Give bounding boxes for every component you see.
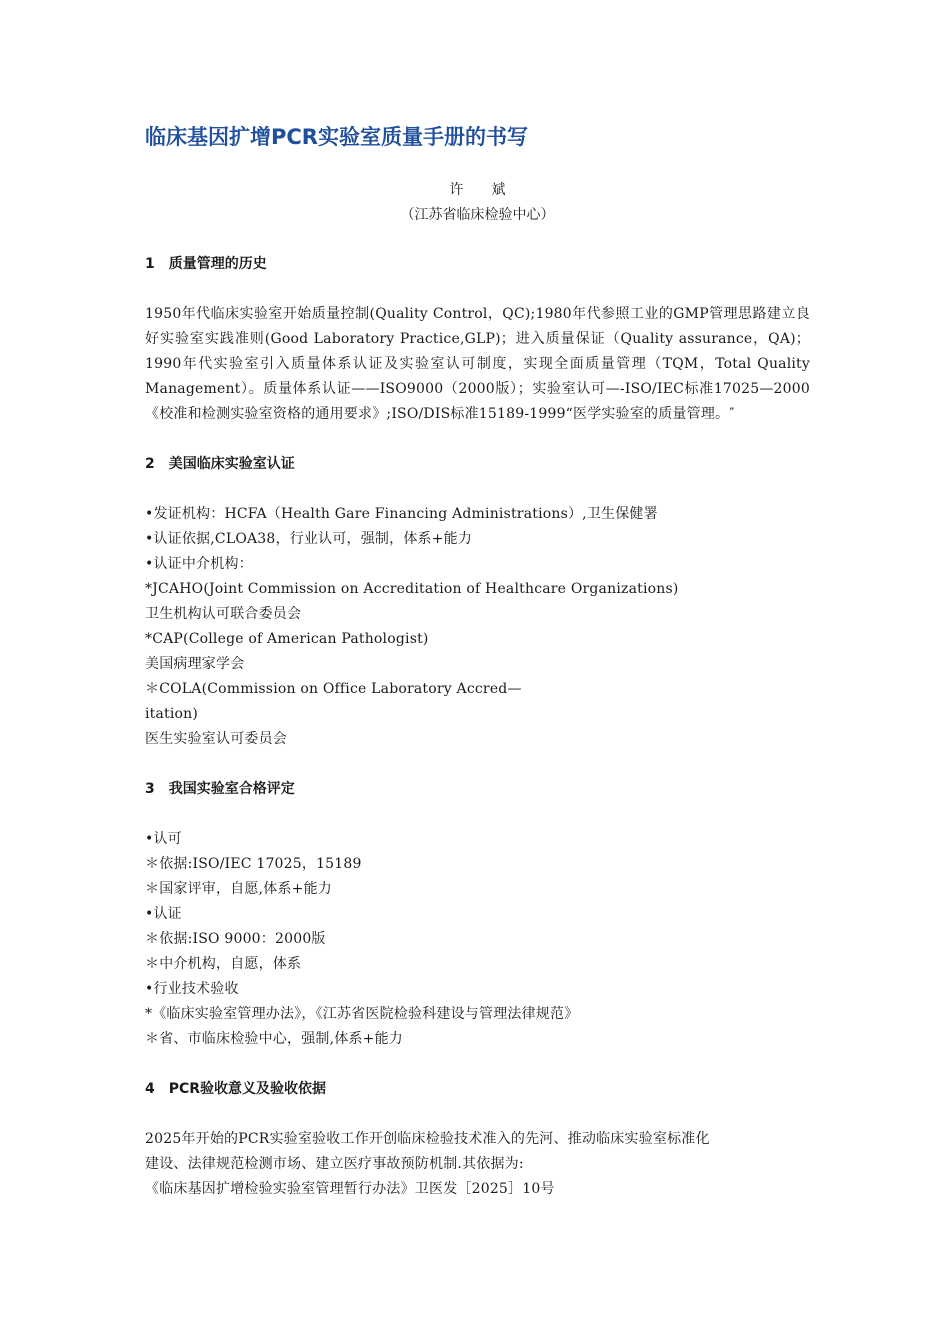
list-item: *CAP(College of American Pathologist) xyxy=(145,631,429,647)
paragraph-line: 建设、法律规范检测市场、建立医疗事故预防机制.其依据为: xyxy=(145,1156,524,1172)
section-3-list xyxy=(145,827,810,1052)
list-item: •认证中介机构： xyxy=(145,556,253,572)
list-item: •发证机构：HCFA（Health Gare Financing Administrations）,卫生保健署 xyxy=(145,506,658,522)
list-item: •认证 xyxy=(145,906,182,922)
section-4-heading: 4 PCR验收意义及验收依据 xyxy=(145,1081,327,1097)
list-item: ＊依据:ISO/IEC 17025，15189 xyxy=(145,856,362,872)
list-item: 美国病理家学会 xyxy=(145,656,245,672)
section-4-text xyxy=(145,1127,810,1202)
section-2-list xyxy=(145,502,810,752)
list-item: *《临床实验室管理办法》，《江苏省医院检验科建设与管理法律规范》 xyxy=(145,1006,579,1022)
paragraph-line: 《临床基因扩增检验实验室管理暂行办法》卫医发［2025］10号 xyxy=(145,1181,555,1197)
list-item: *JCAHO(Joint Commission on Accreditation of Healthcare Organizations) xyxy=(145,581,679,597)
paragraph-line: 2025年开始的PCR实验室验收工作开创临床检验技术准入的先河、推动临床实验室标准化 xyxy=(145,1131,710,1147)
list-item: •认可 xyxy=(145,831,182,847)
section-1-paragraph: 1950年代临床实验室开始质量控制(Quality Control，QC);1980年代参照工业的GMP管理思路建立良好实验室实践准则(Good Laboratory Practice,GLP)；进入质量保证（Quality assurance，QA)；1990年代实验室引入质量体系认证及实验室认可制度，实现全面质量管理（TQM，Total Quality Management）。质量体系认证——ISO9000（2000版）；实验室认可—-ISO/IEC标准17025—2000《校准和检测实验室资格的通用要求》;ISO/DIS标准15189-1999“医学实验室的质量管理。″ xyxy=(145,306,810,422)
list-item: ＊COLA(Commission on Office Laboratory Accred— xyxy=(145,681,522,697)
list-item: 医生实验室认可委员会 xyxy=(145,731,287,747)
list-item: ＊省、市临床检验中心，强制,体系+能力 xyxy=(145,1031,403,1047)
list-item: 卫生机构认可联合委员会 xyxy=(145,606,302,622)
author-name: 许 斌 xyxy=(449,182,506,198)
list-item: ＊依据:ISO 9000：2000版 xyxy=(145,931,326,947)
author-affiliation: （江苏省临床检验中心） xyxy=(400,207,555,223)
list-item: •行业技术验收 xyxy=(145,981,239,997)
document-body xyxy=(145,118,810,1227)
list-item: ＊国家评审，自愿,体系+能力 xyxy=(145,881,332,897)
list-item: •认证依据,CLOA38，行业认可，强制，体系+能力 xyxy=(145,531,473,547)
section-3-heading: 3 我国实验室合格评定 xyxy=(145,781,295,797)
list-item: itation) xyxy=(145,706,199,722)
document-title: 临床基因扩增PCR实验室质量手册的书写 xyxy=(145,125,528,149)
section-1-heading: 1 质量管理的历史 xyxy=(145,256,267,272)
list-item: ＊中介机构，自愿，体系 xyxy=(145,956,302,972)
section-2-heading: 2 美国临床实验室认证 xyxy=(145,456,295,472)
